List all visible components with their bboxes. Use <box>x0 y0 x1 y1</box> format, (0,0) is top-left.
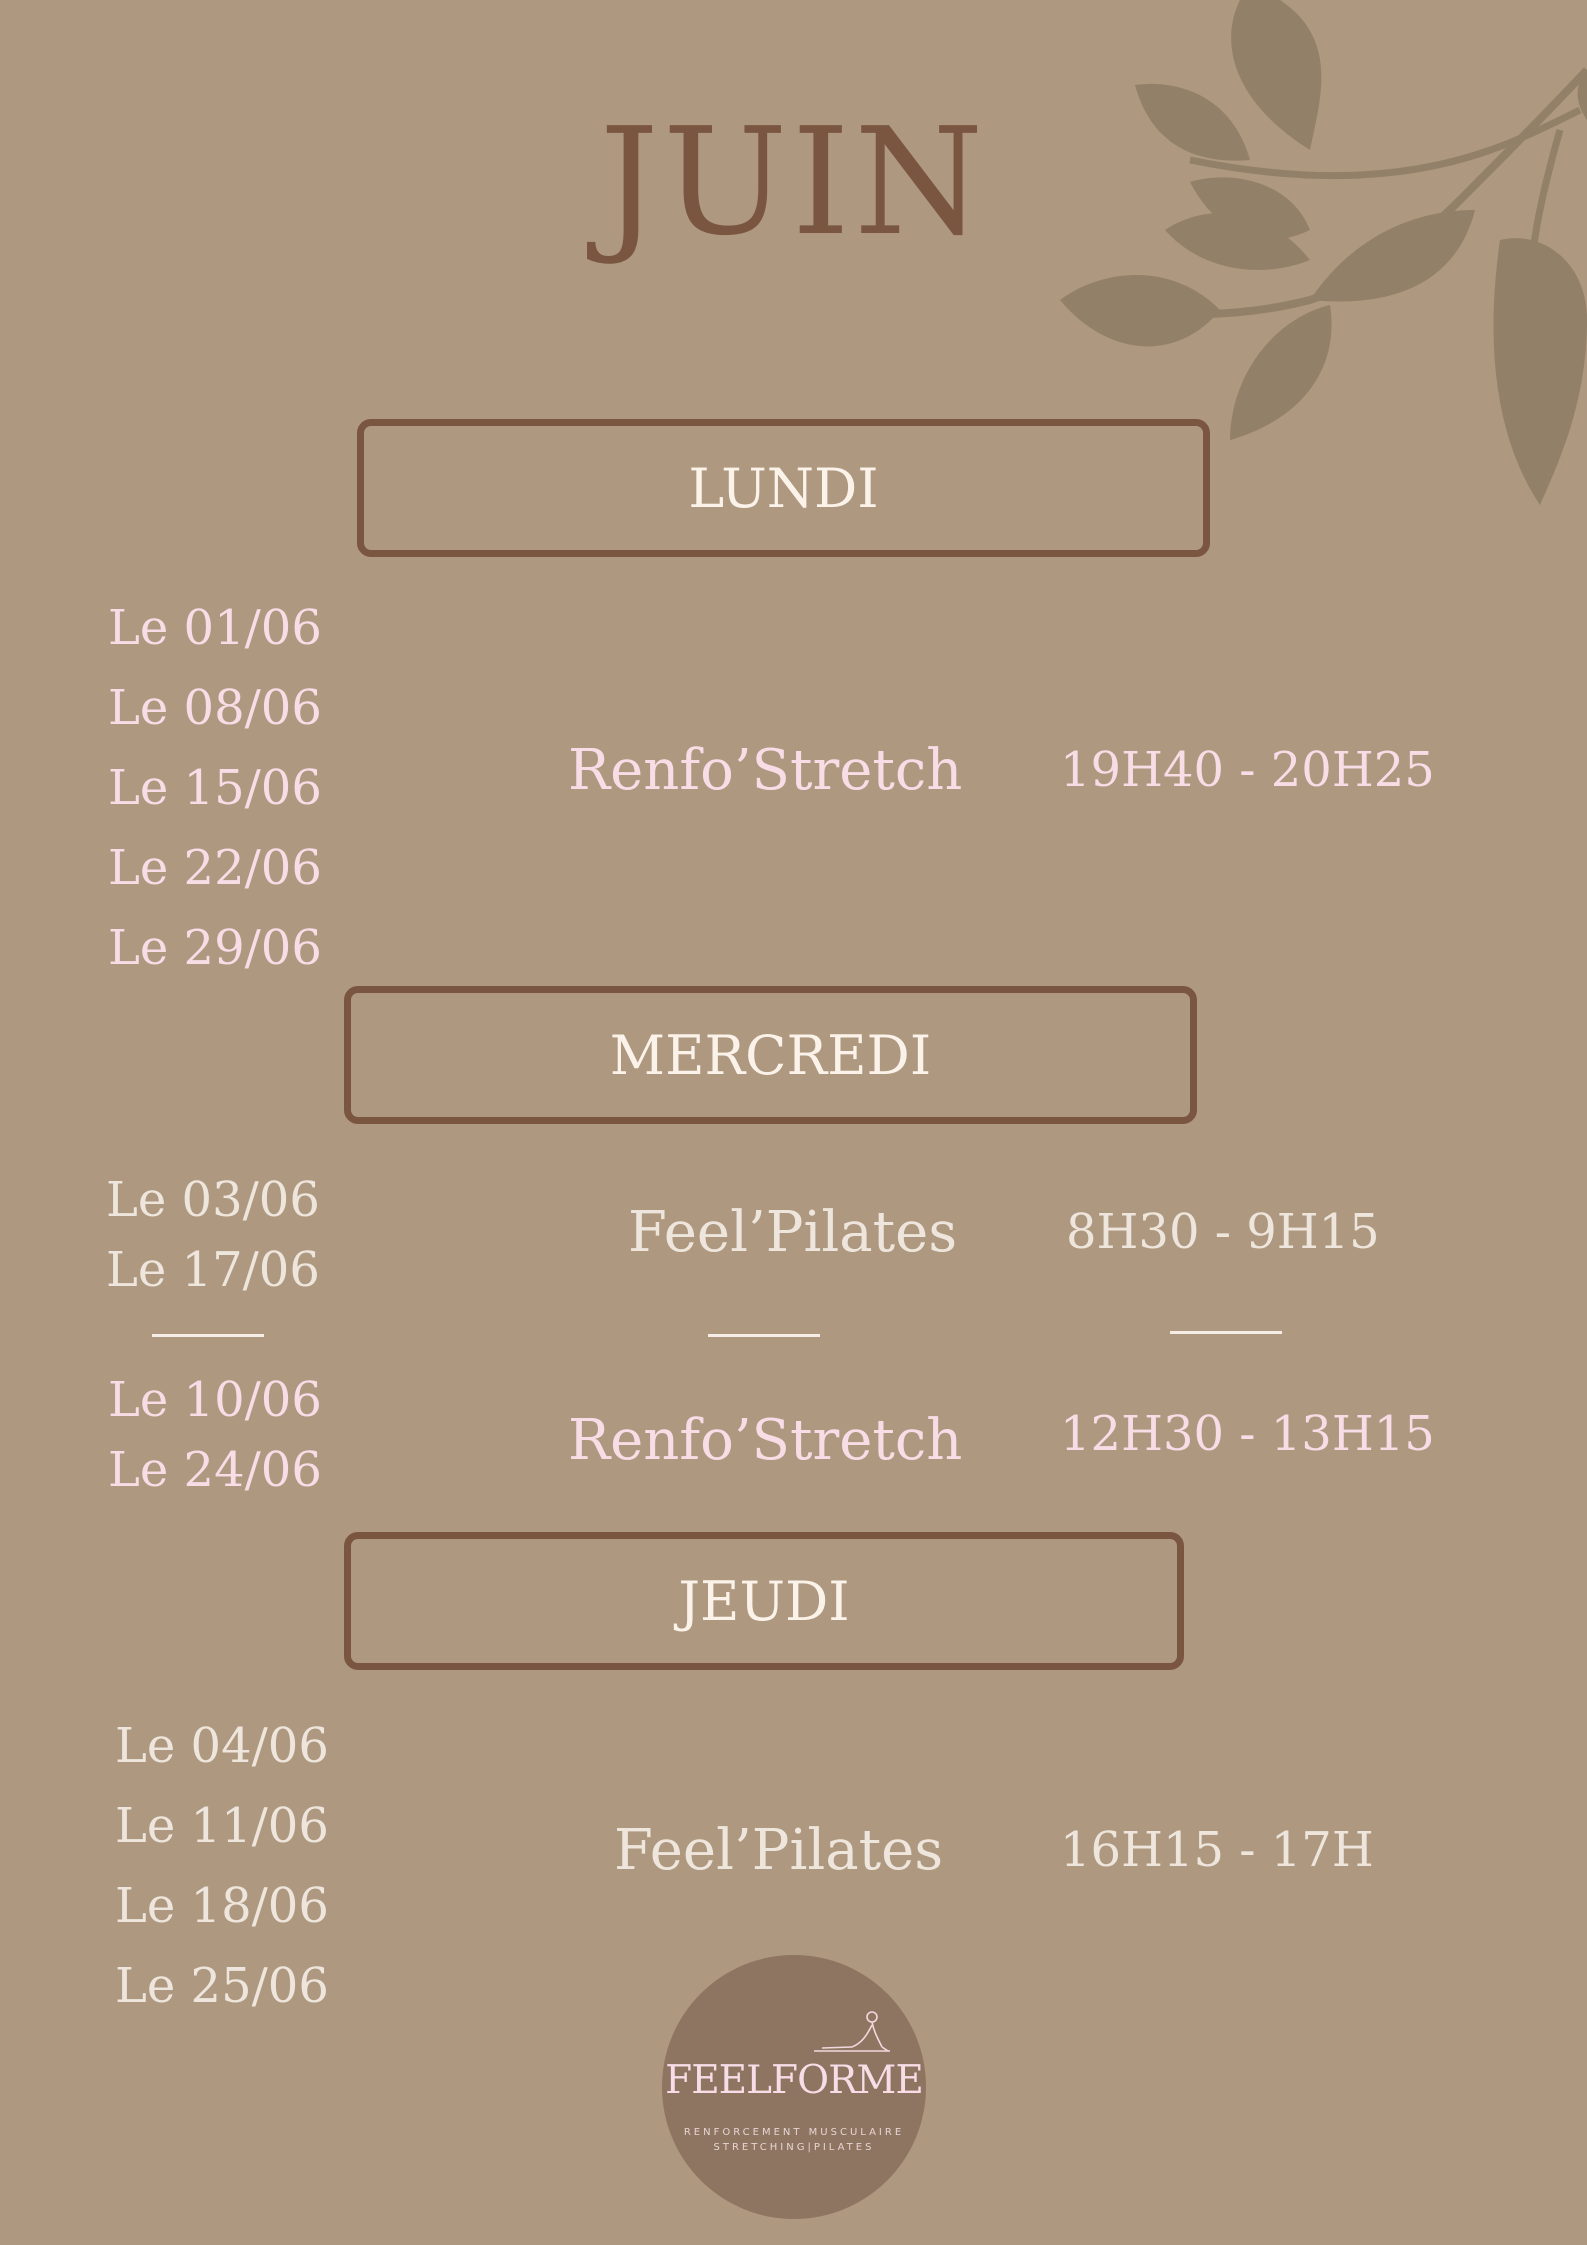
month-title: JUIN <box>599 96 988 268</box>
logo-tagline-2: STRETCHING|PILATES <box>713 2142 875 2153</box>
list-item: Le 04/06 <box>115 1718 329 1774</box>
course-time: 19H40 - 20H25 <box>1060 742 1435 798</box>
mercredi-group2-dates <box>108 1372 408 1512</box>
course-time: 12H30 - 13H15 <box>1060 1406 1435 1462</box>
feelforme-logo <box>662 1955 926 2219</box>
list-item: Le 03/06 <box>106 1172 320 1228</box>
day-label: MERCREDI <box>609 1023 932 1087</box>
list-item: Le 18/06 <box>115 1878 329 1934</box>
list-item: Le 01/06 <box>108 600 322 656</box>
pilates-figure-icon <box>812 2007 892 2057</box>
lundi-dates-list <box>108 600 408 980</box>
course-name: Renfo’Stretch <box>568 738 963 803</box>
course-name: Renfo’Stretch <box>568 1408 963 1473</box>
list-item: Le 11/06 <box>115 1798 329 1854</box>
day-header-jeudi <box>344 1532 1184 1670</box>
course-time: 8H30 - 9H15 <box>1066 1204 1380 1260</box>
mercredi-group1-dates <box>106 1172 406 1312</box>
list-item: Le 25/06 <box>115 1958 329 2014</box>
day-header-lundi <box>357 419 1210 557</box>
list-item: Le 15/06 <box>108 760 322 816</box>
logo-tagline-1: RENFORCEMENT MUSCULAIRE <box>683 2127 905 2138</box>
jeudi-dates-list <box>115 1718 415 2018</box>
divider <box>1170 1331 1282 1334</box>
day-label: LUNDI <box>688 456 879 520</box>
list-item: Le 22/06 <box>108 840 322 896</box>
course-name: Feel’Pilates <box>614 1818 944 1883</box>
course-name: Feel’Pilates <box>628 1200 958 1265</box>
list-item: Le 17/06 <box>106 1242 320 1298</box>
logo-brand-name: FEELFORME <box>665 2058 923 2103</box>
divider <box>152 1334 264 1337</box>
divider <box>708 1334 820 1337</box>
day-label: JEUDI <box>678 1569 850 1633</box>
day-header-mercredi <box>344 986 1197 1124</box>
list-item: Le 24/06 <box>108 1442 322 1498</box>
list-item: Le 08/06 <box>108 680 322 736</box>
list-item: Le 10/06 <box>108 1372 322 1428</box>
list-item: Le 29/06 <box>108 920 322 976</box>
course-time: 16H15 - 17H <box>1060 1822 1374 1878</box>
